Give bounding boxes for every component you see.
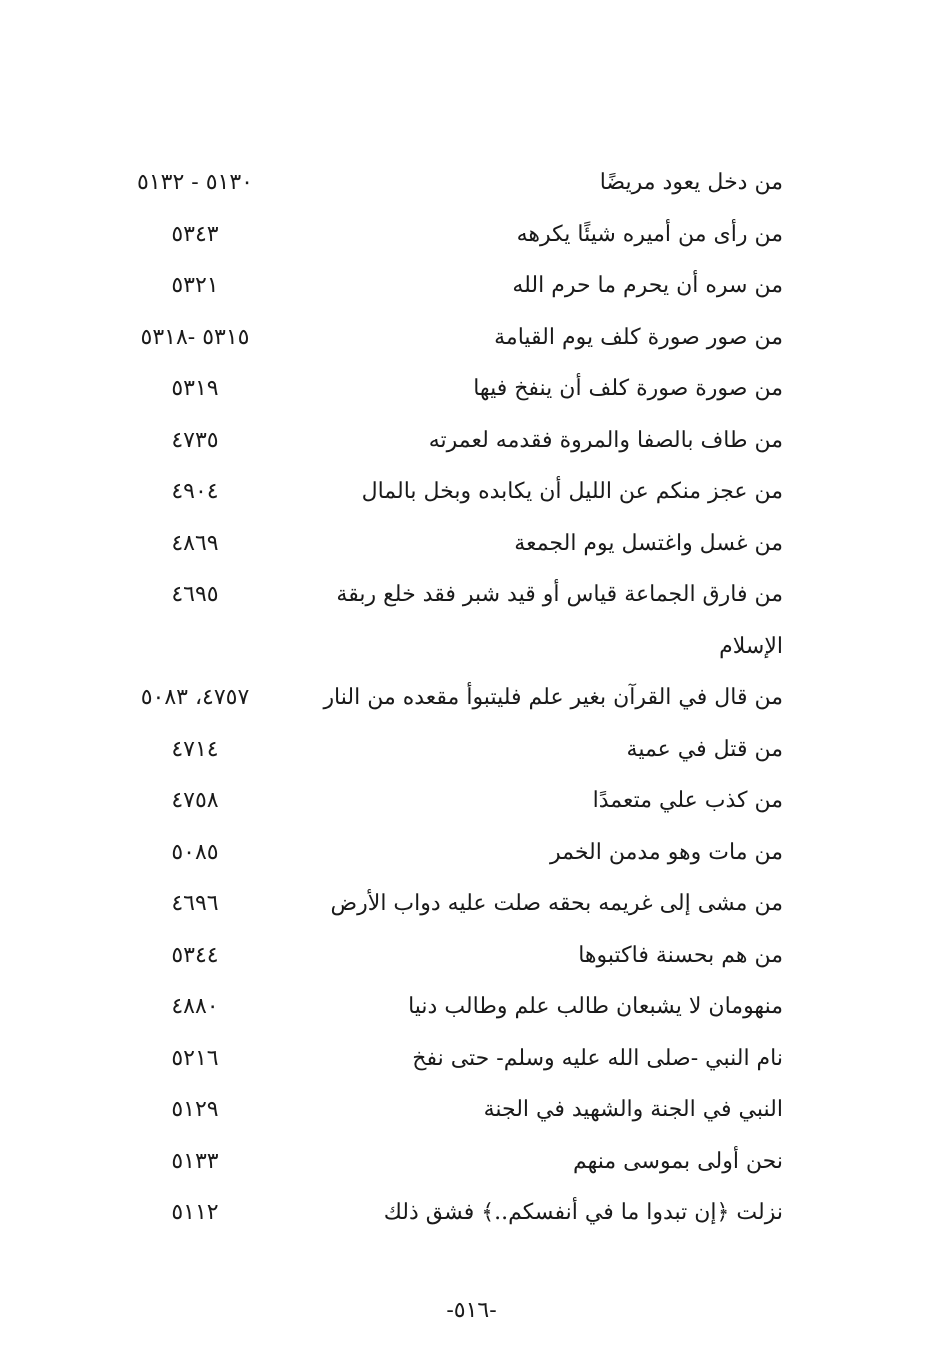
entry-text: من هم بحسنة فاكتبوها (578, 942, 783, 968)
index-entry (0, 727, 943, 779)
entry-text: من عجز منكم عن الليل أن يكابده وبخل بالمال (361, 479, 783, 504)
entry-reference: ٤٩٠٤ (171, 479, 219, 504)
entry-text: نحن أولى بموسى منهم (572, 1148, 783, 1174)
entry-reference: ٥١٣٣ (171, 1148, 219, 1174)
index-entry (0, 778, 943, 830)
index-entry (0, 418, 943, 470)
entry-text: من قتل في عمية (626, 736, 783, 762)
entry-text: نزلت ﴿إن تبدوا ما في أنفسكم..﴾ فشق ذلك (383, 1200, 783, 1225)
index-entry (0, 675, 943, 727)
index-entry (0, 881, 943, 933)
entry-text: نام النبي -صلى الله عليه وسلم- حتى نفخ (412, 1045, 783, 1071)
entry-reference: ٥٣٤٣ (171, 221, 219, 247)
entry-text: من مات وهو مدمن الخمر (549, 839, 783, 865)
hadith-index-list (0, 160, 943, 1242)
index-entry (0, 315, 943, 367)
index-entry (0, 830, 943, 882)
index-entry (0, 212, 943, 264)
index-entry (0, 984, 943, 1036)
entry-text: من طاف بالصفا والمروة فقدمه لعمرته (428, 427, 783, 453)
entry-reference: ٤٧٣٥ (171, 427, 219, 453)
index-entry (0, 366, 943, 418)
entry-reference: ٥١٣٠ - ٥١٣٢ (137, 170, 253, 195)
entry-text: من مشى إلى غريمه بحقه صلت عليه دواب الأرض (330, 891, 783, 916)
page-number: -٥١٦- (446, 1298, 497, 1323)
index-entry (0, 572, 943, 624)
entry-reference: ٥٣١٩ (171, 376, 219, 401)
entry-reference: ٥٣٤٤ (171, 942, 219, 968)
entry-reference: ٤٧١٤ (171, 736, 219, 762)
index-entry (0, 160, 943, 212)
entry-text: من غسل واغتسل يوم الجمعة (514, 530, 783, 556)
entry-text: من دخل يعود مريضًا (599, 170, 783, 195)
entry-text: الإسلام (719, 633, 783, 659)
index-entry (0, 1036, 943, 1088)
entry-text: من رأى من أميره شيئًا يكرهه (516, 221, 783, 247)
entry-reference: ٥٣١٥ -٥٣١٨ (140, 324, 250, 350)
index-entry (0, 933, 943, 985)
entry-reference: ٥١١٢ (171, 1200, 219, 1225)
entry-text: من سره أن يحرم ما حرم الله (512, 273, 783, 298)
entry-reference: ٤٨٨٠ (171, 994, 219, 1019)
index-entry (0, 1139, 943, 1191)
index-entry (0, 263, 943, 315)
index-entry (0, 1087, 943, 1139)
entry-reference: ٥٠٨٥ (171, 839, 219, 865)
entry-text: من صور صورة كلف يوم القيامة (494, 324, 783, 350)
index-entry-continuation (0, 624, 943, 676)
entry-reference: ٥٣٢١ (171, 273, 219, 298)
entry-reference: ٥١٢٩ (171, 1097, 219, 1122)
entry-text: النبي في الجنة والشهيد في الجنة (483, 1097, 783, 1122)
entry-text: منهومان لا يشبعان طالب علم وطالب دنيا (408, 994, 783, 1019)
entry-text: من صورة صورة كلف أن ينفخ فيها (473, 376, 783, 401)
entry-reference: ٥٢١٦ (171, 1045, 219, 1071)
entry-text: من قال في القرآن بغير علم فليتبوأ مقعده من النار (323, 685, 783, 710)
entry-reference: ٤٦٩٥ (171, 582, 219, 607)
entry-reference: ٤٦٩٦ (171, 891, 219, 916)
entry-reference: ٤٨٦٩ (171, 530, 219, 556)
entry-reference: ٤٧٥٧، ٥٠٨٣ (140, 685, 250, 710)
entry-text: من كذب علي متعمدًا (592, 788, 783, 813)
index-entry (0, 1190, 943, 1242)
index-entry (0, 469, 943, 521)
entry-reference: ٤٧٥٨ (171, 788, 219, 813)
index-entry (0, 521, 943, 573)
entry-text: من فارق الجماعة قياس أو قيد شبر فقد خلع ربقة (336, 582, 783, 607)
